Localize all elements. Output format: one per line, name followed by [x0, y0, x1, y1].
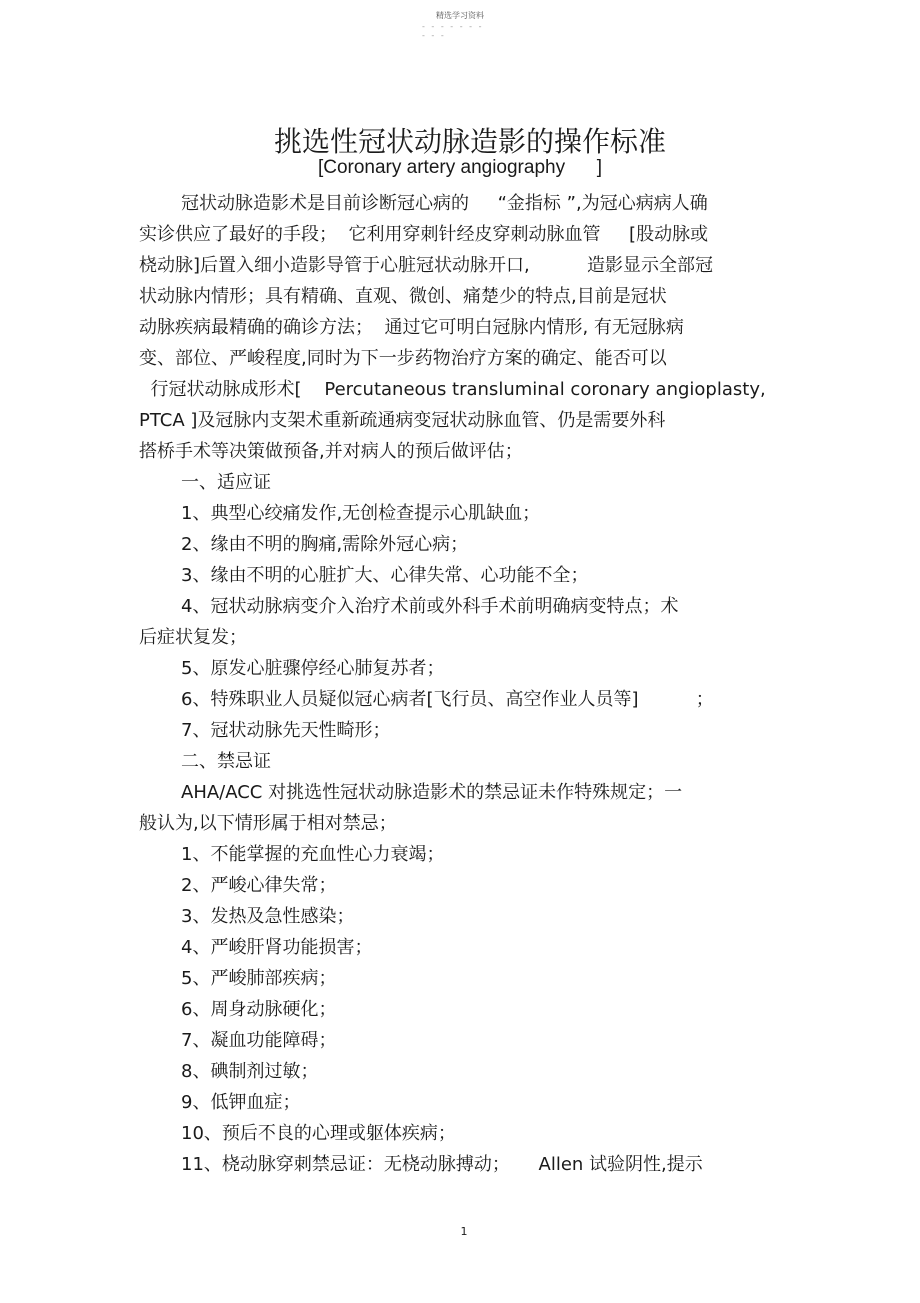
text-line: 实诊供应了最好的手段； 它利用穿刺针经皮穿刺动脉血管 [股动脉或 [139, 224, 709, 245]
text-line: 11、桡动脉穿刺禁忌证：无桡动脉搏动； Allen 试验阴性,提示 [181, 1154, 703, 1175]
text-line: 5、严峻肺部疾病； [181, 968, 337, 989]
text-line: 二、禁忌证 [181, 751, 271, 772]
text-line: 桡动脉]后置入细小造影导管于心脏冠状动脉开口, 造影显示全部冠 [139, 255, 713, 276]
text-line: 冠状动脉造影术是目前诊断冠心病的 “金指标 ”,为冠心病病人确 [181, 193, 708, 214]
document-body [139, 188, 779, 1180]
text-line: 7、冠状动脉先天性畸形； [181, 720, 391, 741]
page-header: 精选学习资料 [436, 11, 484, 20]
text-line: 1、典型心绞痛发作,无创检查提示心肌缺血； [181, 503, 541, 524]
text-line: 状动脉内情形；具有精确、直观、微创、痛楚少的特点,目前是冠状 [139, 286, 667, 307]
text-line: 动脉疾病最精确的确诊方法； 通过它可明白冠脉内情形, 有无冠脉病 [139, 317, 684, 338]
text-line: 般认为,以下情形属于相对禁忌； [139, 813, 397, 834]
text-line: 6、特殊职业人员疑似冠心病者[飞行员、高空作业人员等] ； [181, 689, 714, 710]
text-line: 搭桥手术等决策做预备,并对病人的预后做评估； [139, 441, 523, 462]
text-line: 3、缘由不明的心脏扩大、心律失常、心功能不全； [181, 565, 589, 586]
text-line: 5、原发心脏骤停经心肺复苏者； [181, 658, 445, 679]
text-line: 6、周身动脉硬化； [181, 999, 337, 1020]
text-line: 变、部位、严峻程度,同时为下一步药物治疗方案的确定、能否可以 [139, 348, 667, 369]
text-line: 1、不能掌握的充血性心力衰竭； [181, 844, 445, 865]
document-subtitle: [Coronary artery angiography ] [317, 157, 603, 178]
text-line: 9、低钾血症； [181, 1092, 301, 1113]
document-title: 挑选性冠状动脉造影的操作标准 [273, 125, 666, 158]
text-line: PTCA ]及冠脉内支架术重新疏通病变冠状动脉血管、仍是需要外科 [139, 410, 666, 431]
text-line: 3、发热及急性感染； [181, 906, 355, 927]
page-number: 1 [460, 1225, 468, 1238]
text-line: 4、严峻肝肾功能损害； [181, 937, 373, 958]
text-line: 行冠状动脉成形术[ Percutaneous transluminal coronary angioplasty, [139, 379, 766, 400]
text-line: 2、缘由不明的胸痛,需除外冠心病； [181, 534, 469, 555]
text-line: 一、适应证 [181, 472, 271, 493]
text-line: 后症状复发； [139, 627, 247, 648]
text-line: 4、冠状动脉病变介入治疗术前或外科手术前明确病变特点；术 [181, 596, 679, 617]
text-line: 2、严峻心律失常； [181, 875, 337, 896]
text-line: AHA/ACC 对挑选性冠状动脉造影术的禁忌证未作特殊规定；一 [181, 782, 683, 803]
header-dashes: - - - - - - - - - - [422, 22, 484, 40]
text-line: 8、碘制剂过敏； [181, 1061, 319, 1082]
text-line: 10、预后不良的心理或躯体疾病； [181, 1123, 456, 1144]
text-line: 7、凝血功能障碍； [181, 1030, 337, 1051]
